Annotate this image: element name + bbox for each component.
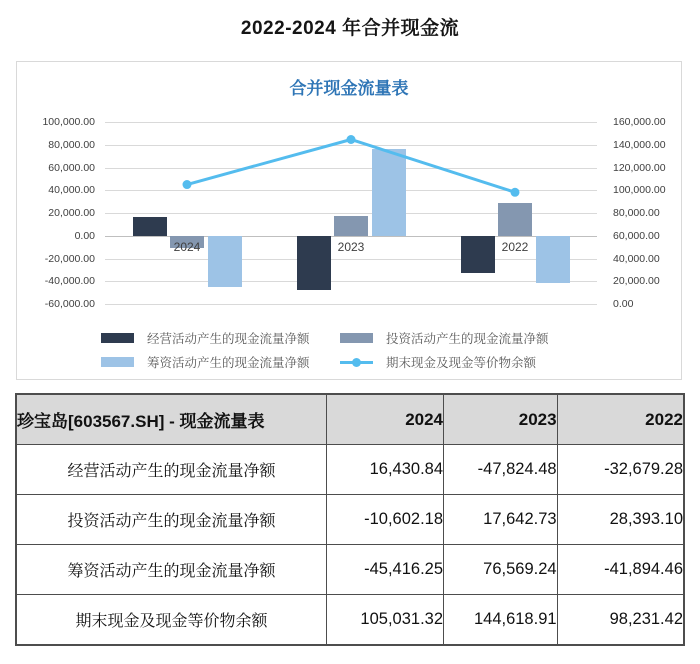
legend-label: 期末现金及现金等价物余额: [386, 356, 537, 370]
chart-panel: [16, 61, 682, 380]
year-header-2024: 2024: [327, 394, 444, 445]
cash-flow-table: [15, 393, 685, 646]
table-row: [16, 595, 684, 646]
table-row: [16, 545, 684, 595]
right-axis-tick: 140,000.00: [613, 138, 666, 151]
left-axis-tick: -60,000.00: [44, 297, 95, 310]
table-header-row: [16, 394, 684, 445]
row-label: 期末现金及现金等价物余额: [16, 595, 327, 646]
legend-row: [101, 326, 549, 350]
cell-value: -47,824.48: [444, 445, 558, 495]
line-dot: [352, 358, 361, 367]
chart-legend: [101, 326, 549, 374]
right-axis-tick: 160,000.00: [613, 115, 666, 128]
row-label: 经营活动产生的现金流量净额: [16, 445, 327, 495]
cell-value: 105,031.32: [327, 595, 444, 646]
legend-item-筹资活动产生的现金流量净额: [101, 353, 340, 371]
line-marker: [183, 180, 192, 189]
page-title: 2022-2024 年合并现金流: [240, 18, 460, 39]
right-axis-tick: 100,000.00: [613, 184, 666, 196]
row-label: 筹资活动产生的现金流量净额: [16, 545, 327, 595]
year-header-2023: 2023: [444, 394, 558, 445]
left-axis-tick: 0.00: [74, 229, 95, 242]
cell-value: -45,416.25: [327, 545, 444, 595]
table-row: [16, 495, 684, 545]
cell-value: -32,679.28: [557, 445, 684, 495]
legend-label: 投资活动产生的现金流量净额: [386, 332, 549, 346]
left-axis-tick: 60,000.00: [48, 161, 95, 174]
chart-title: 合并现金流量表: [289, 79, 409, 98]
legend-swatch: [101, 333, 134, 343]
right-axis-tick: 40,000.00: [613, 252, 660, 265]
left-axis: [17, 115, 101, 310]
legend-swatch: [340, 333, 373, 343]
left-axis-tick: -40,000.00: [44, 275, 95, 287]
line-marker: [511, 188, 520, 197]
legend-item-期末现金及现金等价物余额: [340, 353, 536, 371]
row-label: 投资活动产生的现金流量净额: [16, 495, 327, 545]
right-axis-tick: 20,000.00: [613, 275, 660, 287]
cell-value: 76,569.24: [444, 545, 558, 595]
category-label: 2022: [501, 239, 529, 254]
gridline: [105, 304, 597, 305]
line-期末现金及现金等价物余额: [187, 139, 515, 192]
table-title-cell: 珍宝岛[603567.SH] - 现金流量表: [16, 394, 327, 445]
right-axis-tick: 0.00: [613, 297, 634, 310]
right-axis-tick: 80,000.00: [613, 206, 660, 219]
legend-row: [101, 350, 549, 374]
category-label: 2023: [337, 239, 365, 254]
year-header-2022: 2022: [557, 394, 684, 445]
plot-area: [105, 122, 597, 304]
legend-label: 经营活动产生的现金流量净额: [147, 332, 310, 346]
line-legend-marker: [340, 357, 373, 367]
cell-value: 16,430.84: [327, 445, 444, 495]
legend-label: 筹资活动产生的现金流量净额: [147, 356, 310, 370]
left-axis-tick: 40,000.00: [48, 184, 95, 196]
cell-value: 144,618.91: [444, 595, 558, 646]
cell-value: -10,602.18: [327, 495, 444, 545]
cell-value: 98,231.42: [557, 595, 684, 646]
table-row: [16, 445, 684, 495]
line-marker: [347, 135, 356, 144]
cell-value: 17,642.73: [444, 495, 558, 545]
line-series-overlay: [105, 122, 597, 304]
left-axis-tick: 80,000.00: [48, 138, 95, 151]
legend-swatch: [101, 357, 134, 367]
left-axis-tick: 100,000.00: [42, 115, 95, 128]
right-axis-tick: 120,000.00: [613, 161, 666, 174]
category-label: 2024: [173, 239, 201, 254]
left-axis-tick: -20,000.00: [44, 252, 95, 265]
legend-item-投资活动产生的现金流量净额: [340, 329, 549, 347]
cell-value: -41,894.46: [557, 545, 684, 595]
chart-area: [17, 115, 681, 310]
right-axis-tick: 60,000.00: [613, 229, 660, 242]
right-axis: [605, 115, 681, 310]
legend-item-经营活动产生的现金流量净额: [101, 329, 340, 347]
cell-value: 28,393.10: [557, 495, 684, 545]
left-axis-tick: 20,000.00: [48, 206, 95, 219]
